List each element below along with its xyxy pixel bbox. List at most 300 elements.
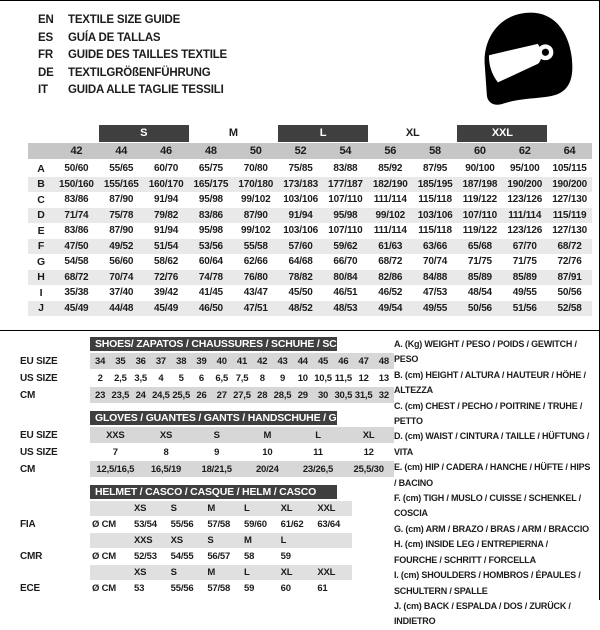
measure-value: 46/52 bbox=[378, 287, 403, 299]
cell-value: 57/58 bbox=[207, 519, 231, 530]
measure-value: 51/54 bbox=[154, 240, 179, 252]
measure-row-I bbox=[28, 285, 592, 301]
measure-row-A bbox=[28, 161, 592, 177]
measure-value: 95/98 bbox=[333, 209, 358, 221]
helmet-size-row bbox=[20, 533, 394, 548]
section-divider bbox=[0, 330, 600, 331]
table-row bbox=[20, 461, 394, 477]
footwear-accessory-tables bbox=[20, 335, 394, 630]
gloves-table-title: GLOVES / GUANTES / GANTS / HANDSCHUHE / GUANTI bbox=[90, 411, 337, 425]
helmet-size-row bbox=[20, 501, 394, 516]
helmet-icon bbox=[471, 7, 583, 111]
measure-value: 48/54 bbox=[467, 287, 492, 299]
measure-value: 74/78 bbox=[198, 271, 223, 283]
measure-row-G bbox=[28, 254, 592, 270]
row-label: CM bbox=[20, 463, 36, 475]
measure-value: 99/102 bbox=[241, 194, 271, 206]
cell-value: 8 bbox=[163, 446, 169, 458]
measure-value: 87/91 bbox=[557, 271, 582, 283]
helmet-size-header: XL bbox=[280, 503, 293, 514]
language-code: FR bbox=[38, 49, 53, 61]
size-col-header: 52 bbox=[294, 145, 307, 157]
cell-value: 43 bbox=[277, 355, 288, 367]
cell-value: 35 bbox=[115, 355, 126, 367]
cell-value: 26 bbox=[196, 389, 207, 401]
cell-value: 61 bbox=[317, 583, 328, 594]
cell-value: 47 bbox=[358, 355, 369, 367]
cell-value: 28,5 bbox=[273, 389, 292, 401]
cell-value: 29 bbox=[297, 389, 308, 401]
shoes-table-title: SHOES/ ZAPATOS / CHAUSSURES / SCHUHE / SCARPE bbox=[90, 337, 337, 351]
measure-value: 60/64 bbox=[198, 256, 223, 268]
cell-value: 38 bbox=[176, 355, 187, 367]
measure-value: 56/60 bbox=[109, 256, 134, 268]
measure-value: 45/50 bbox=[288, 287, 313, 299]
helmet-size-band bbox=[90, 565, 352, 580]
measure-value: 127/130 bbox=[552, 225, 587, 237]
size-col-header: 62 bbox=[518, 145, 531, 157]
cell-value: 27,5 bbox=[233, 389, 251, 401]
row-label: ECE bbox=[20, 583, 40, 594]
cell-value: 63/64 bbox=[317, 519, 341, 530]
helmet-size-header: L bbox=[280, 535, 287, 546]
measure-value: 52/58 bbox=[557, 302, 582, 314]
cell-value: 9 bbox=[214, 446, 220, 458]
measure-value: 127/130 bbox=[552, 194, 587, 206]
measure-value: 47/51 bbox=[243, 302, 268, 314]
measure-value: 65/75 bbox=[198, 163, 223, 175]
measure-value: 45/49 bbox=[154, 302, 179, 314]
measure-value: 55/65 bbox=[109, 163, 134, 175]
row-label: CM bbox=[20, 389, 36, 401]
cell-value: S bbox=[213, 429, 220, 441]
row-letter: I bbox=[39, 286, 43, 299]
cell-value: 7,5 bbox=[235, 372, 249, 384]
measure-value: 90/100 bbox=[465, 163, 495, 175]
helmet-size-band bbox=[90, 533, 352, 548]
cell-value: M bbox=[263, 429, 272, 441]
cell-value: 30 bbox=[317, 389, 329, 401]
measure-value: 71/74 bbox=[64, 209, 89, 221]
cell-value: 13 bbox=[378, 372, 389, 384]
size-group-header-row bbox=[28, 125, 592, 142]
table-row bbox=[20, 353, 394, 369]
measure-value: 43/47 bbox=[243, 287, 268, 299]
cell-value: 40 bbox=[216, 355, 227, 367]
shoes-table-rows bbox=[20, 353, 394, 403]
measure-value: 85/89 bbox=[467, 271, 492, 283]
row-label: CMR bbox=[20, 551, 43, 562]
measure-value: 115/118 bbox=[418, 194, 452, 206]
measure-value: 177/187 bbox=[328, 178, 363, 190]
cell-value: 27 bbox=[216, 389, 227, 401]
legend-item: F. (cm) TIGH / MUSLO / CUISSE / SCHENKEL / COSCIA bbox=[394, 493, 581, 519]
cell-value: 20/24 bbox=[255, 463, 279, 475]
cell-value: 16,5/19 bbox=[150, 463, 182, 475]
helmet-size-header: XS bbox=[170, 535, 183, 546]
measure-value: 48/52 bbox=[288, 302, 313, 314]
cell-value: 31,5 bbox=[354, 389, 373, 401]
row-values bbox=[90, 387, 394, 403]
cell-value: XL bbox=[362, 429, 375, 441]
cell-value: 23,5 bbox=[111, 389, 130, 401]
helmet-size-header: M bbox=[207, 567, 216, 578]
size-table-body bbox=[28, 161, 592, 316]
language-row bbox=[38, 12, 227, 30]
measure-value: 190/200 bbox=[552, 178, 587, 190]
row-values bbox=[90, 461, 394, 477]
measure-value: 87/90 bbox=[109, 194, 134, 206]
cell-value: 10,5 bbox=[314, 372, 332, 384]
language-row bbox=[38, 47, 227, 65]
measure-value: 51/56 bbox=[512, 302, 537, 314]
measure-value: 68/72 bbox=[64, 271, 89, 283]
measure-value: 170/180 bbox=[238, 178, 274, 190]
cell-value: 2 bbox=[97, 372, 103, 384]
helmet-size-header: XXS bbox=[134, 535, 153, 546]
measure-value: 150/160 bbox=[59, 178, 94, 190]
cell-value: 61/62 bbox=[280, 519, 304, 530]
cell-value: 44 bbox=[297, 355, 308, 367]
measure-value: 46/50 bbox=[198, 302, 223, 314]
measure-value: 68/72 bbox=[557, 240, 582, 252]
cell-value: 6,5 bbox=[215, 372, 229, 384]
helmet-size-header: M bbox=[207, 503, 216, 514]
helmet-size-header: XS bbox=[134, 503, 147, 514]
table-row bbox=[20, 427, 394, 443]
measure-value: 47/50 bbox=[64, 240, 89, 252]
row-letter: H bbox=[37, 271, 45, 284]
cell-value: 34 bbox=[95, 355, 106, 367]
row-label: US SIZE bbox=[20, 372, 58, 384]
measure-value: 83/86 bbox=[64, 194, 89, 206]
size-header-row bbox=[28, 143, 592, 159]
unit-label: Ø CM bbox=[92, 551, 117, 562]
measure-value: 79/82 bbox=[154, 209, 179, 221]
measure-value: 103/106 bbox=[283, 194, 318, 206]
legend-item: H. (cm) INSIDE LEG / ENTREPIERNA / FOURCHE / SCHRITT / FORCELLA bbox=[394, 539, 548, 565]
cell-value: 56/57 bbox=[207, 551, 231, 562]
table-row bbox=[20, 444, 394, 460]
measure-value: 87/90 bbox=[109, 225, 134, 237]
measure-value: 70/80 bbox=[243, 163, 268, 175]
cell-value: 45 bbox=[317, 355, 329, 367]
measure-value: 75/78 bbox=[109, 209, 134, 221]
helmet-size-header: XXL bbox=[317, 503, 336, 514]
legend-item: I. (cm) SHOULDERS / HOMBROS / ÉPAULES / SCHULTERN / SPALLE bbox=[394, 570, 581, 596]
measure-value: 87/90 bbox=[243, 209, 268, 221]
language-code: EN bbox=[38, 14, 54, 26]
cell-value: 30,5 bbox=[334, 389, 353, 401]
cell-value: 25,5/30 bbox=[353, 463, 384, 475]
measure-value: 72/76 bbox=[154, 271, 179, 283]
cell-value: 12 bbox=[363, 446, 374, 458]
cell-value: 7 bbox=[112, 446, 118, 458]
row-letter: B bbox=[37, 178, 45, 191]
measure-value: 115/119 bbox=[552, 209, 587, 221]
cell-value: 41 bbox=[236, 355, 248, 367]
measure-value: 190/200 bbox=[507, 178, 543, 190]
row-values bbox=[90, 427, 394, 443]
helmet-table-rows bbox=[20, 501, 394, 596]
measure-value: 160/170 bbox=[148, 178, 184, 190]
textile-size-table bbox=[28, 125, 592, 316]
size-group-L: L bbox=[278, 125, 368, 142]
cell-value: 25,5 bbox=[172, 389, 191, 401]
measure-value: 173/183 bbox=[283, 178, 318, 190]
measure-value: 103/106 bbox=[283, 225, 318, 237]
cell-value: 42 bbox=[257, 355, 268, 367]
measure-value: 39/42 bbox=[154, 287, 179, 299]
language-row bbox=[38, 82, 227, 100]
helmet-size-header: XXL bbox=[317, 567, 336, 578]
cell-value: 55/56 bbox=[170, 583, 194, 594]
measure-value: 70/74 bbox=[423, 256, 448, 268]
measure-value: 85/92 bbox=[378, 163, 403, 175]
size-col-header: 58 bbox=[429, 145, 441, 157]
size-col-header: 42 bbox=[70, 145, 83, 157]
measure-value: 46/51 bbox=[333, 287, 358, 299]
gloves-table-rows bbox=[20, 427, 394, 477]
measure-value: 67/70 bbox=[512, 240, 537, 252]
measure-value: 105/115 bbox=[552, 163, 587, 175]
measure-value: 45/49 bbox=[64, 302, 89, 314]
measure-value: 55/58 bbox=[243, 240, 268, 252]
cell-value: 46 bbox=[338, 355, 349, 367]
helmet-size-header: L bbox=[244, 567, 250, 578]
measure-value: 49/55 bbox=[423, 302, 448, 314]
cell-value: XS bbox=[159, 429, 173, 441]
cell-value: 28 bbox=[257, 389, 268, 401]
language-row bbox=[38, 30, 227, 48]
measurement-legend bbox=[394, 335, 592, 630]
cell-value: 39 bbox=[196, 355, 207, 367]
measure-row-J bbox=[28, 301, 592, 317]
helmet-size-row bbox=[20, 565, 394, 580]
cell-value: 36 bbox=[135, 355, 146, 367]
cell-value: 23 bbox=[95, 389, 106, 401]
measure-value: 91/94 bbox=[154, 194, 179, 206]
measure-value: 80/84 bbox=[333, 271, 358, 283]
measure-value: 107/110 bbox=[328, 225, 363, 237]
language-code: ES bbox=[38, 31, 53, 44]
cell-value: 59/60 bbox=[244, 519, 267, 530]
legend-item: G. (cm) ARM / BRAZO / BRAS / ARM / BRACCIO bbox=[394, 523, 589, 534]
measure-value: 115/118 bbox=[418, 225, 452, 237]
row-values bbox=[90, 517, 352, 532]
measure-value: 87/95 bbox=[423, 163, 448, 175]
measure-value: 155/165 bbox=[103, 178, 139, 190]
helmet-size-header: S bbox=[207, 535, 214, 546]
measure-value: 123/126 bbox=[507, 194, 543, 206]
size-col-header: 64 bbox=[563, 145, 576, 157]
cell-value: 3,5 bbox=[134, 372, 147, 384]
measure-value: 95/100 bbox=[510, 163, 540, 175]
size-group-M: M bbox=[228, 127, 238, 139]
measure-value: 50/60 bbox=[64, 163, 89, 175]
helmet-value-row bbox=[20, 581, 394, 596]
row-letter: D bbox=[37, 209, 45, 222]
helmet-value-row bbox=[20, 549, 394, 564]
measure-value: 182/190 bbox=[372, 178, 408, 190]
measure-value: 76/80 bbox=[243, 271, 268, 283]
legend-item: D. (cm) WAIST / CINTURA / TAILLE / HÜFTUNG / VITA bbox=[394, 431, 590, 457]
size-col-header: 44 bbox=[115, 145, 128, 157]
cell-value: 53/54 bbox=[134, 519, 157, 530]
legend-item: A. (Kg) WEIGHT / PESO / POIDS / GEWITCH / PESO bbox=[394, 339, 577, 365]
cell-value: XXS bbox=[106, 429, 125, 441]
measure-value: 91/94 bbox=[288, 209, 313, 221]
measure-value: 71/75 bbox=[467, 256, 492, 268]
cell-value: 32 bbox=[378, 389, 389, 401]
measure-value: 123/126 bbox=[507, 225, 543, 237]
row-label: FIA bbox=[20, 519, 36, 530]
helmet-size-header: S bbox=[170, 567, 177, 578]
row-letter: J bbox=[38, 302, 44, 315]
measure-value: 75/85 bbox=[288, 163, 313, 175]
measure-value: 50/56 bbox=[557, 287, 582, 299]
cell-value: 23/26,5 bbox=[302, 463, 334, 475]
measure-value: 72/76 bbox=[557, 256, 582, 268]
legend-item: C. (cm) CHEST / PECHO / POITRINE / TRUHE / PETTO bbox=[394, 400, 583, 427]
measure-value: 107/110 bbox=[328, 194, 363, 206]
legend-item: B. (cm) HEIGHT / ALTURA / HAUTEUR / HÖHE / ALTEZZA bbox=[394, 369, 586, 396]
cell-value: 53 bbox=[134, 583, 145, 594]
measure-value: 48/53 bbox=[333, 302, 358, 314]
measure-value: 165/175 bbox=[193, 178, 229, 190]
measure-value: 82/86 bbox=[378, 271, 403, 283]
table-row bbox=[20, 387, 394, 403]
size-col-header: 48 bbox=[204, 145, 217, 157]
shoes-table bbox=[20, 337, 394, 403]
cell-value: 9 bbox=[279, 372, 286, 384]
cell-value: 24,5 bbox=[152, 389, 170, 401]
table-row bbox=[20, 370, 394, 386]
measure-value: 63/66 bbox=[423, 240, 448, 252]
helmet-size-header: S bbox=[170, 503, 177, 514]
cell-value: 59 bbox=[280, 551, 291, 562]
cell-value: 10 bbox=[297, 372, 308, 384]
measure-value: 99/102 bbox=[241, 225, 271, 237]
cell-value: 58 bbox=[244, 551, 255, 562]
size-col-header: 50 bbox=[249, 145, 262, 157]
cell-value: 52/53 bbox=[134, 551, 157, 562]
cell-value: 55/56 bbox=[170, 519, 194, 530]
cell-value: 4 bbox=[158, 372, 164, 384]
language-label: TEXTILE SIZE GUIDE bbox=[68, 14, 181, 26]
measure-value: 49/54 bbox=[378, 302, 403, 314]
row-values bbox=[90, 444, 394, 460]
measure-value: 107/110 bbox=[462, 209, 497, 221]
row-letter: A bbox=[37, 162, 45, 175]
helmet-table bbox=[20, 485, 394, 596]
size-group-S: S bbox=[99, 125, 189, 142]
measure-value: 111/114 bbox=[508, 209, 542, 221]
helmet-size-header: XS bbox=[134, 567, 147, 578]
measure-row-D bbox=[28, 208, 592, 224]
cell-value: L bbox=[315, 429, 321, 441]
measure-value: 83/86 bbox=[198, 209, 223, 221]
measure-value: 119/122 bbox=[462, 225, 497, 237]
cell-value: 37 bbox=[155, 355, 167, 367]
cell-value: 12 bbox=[358, 372, 369, 384]
measure-value: 95/98 bbox=[198, 194, 223, 206]
cell-value: 5 bbox=[178, 372, 184, 384]
cell-value: 48 bbox=[378, 355, 389, 367]
row-values bbox=[90, 581, 352, 596]
size-col-header: 54 bbox=[339, 145, 352, 157]
measure-value: 68/72 bbox=[378, 256, 403, 268]
measure-value: 84/88 bbox=[423, 271, 448, 283]
measure-row-E bbox=[28, 223, 592, 239]
measure-value: 111/114 bbox=[373, 225, 407, 237]
measure-value: 65/68 bbox=[467, 240, 492, 252]
size-col-header: 56 bbox=[384, 145, 397, 157]
row-label: EU SIZE bbox=[20, 355, 58, 367]
measure-value: 70/74 bbox=[109, 271, 134, 283]
cell-value: 24 bbox=[135, 389, 146, 401]
legend-item: E. (cm) HIP / CADERA / HANCHE / HÜFTE / HIPS / BACINO bbox=[394, 462, 591, 488]
helmet-size-band bbox=[90, 501, 352, 516]
language-label: TEXTILGRÖßENFÜHRUNG bbox=[68, 66, 211, 79]
row-letter: C bbox=[37, 193, 45, 206]
measure-value: 71/75 bbox=[512, 256, 537, 268]
unit-label: Ø CM bbox=[92, 583, 117, 594]
measure-value: 58/62 bbox=[154, 256, 179, 268]
measure-row-F bbox=[28, 239, 592, 255]
helmet-size-header: M bbox=[244, 535, 252, 546]
cell-value: 59 bbox=[244, 583, 255, 594]
row-letter: G bbox=[37, 255, 45, 268]
size-group-XL: XL bbox=[405, 127, 420, 139]
cell-value: 60 bbox=[280, 583, 291, 594]
measure-value: 35/38 bbox=[64, 287, 89, 299]
measure-value: 66/70 bbox=[333, 256, 358, 268]
language-code: DE bbox=[38, 66, 54, 79]
measure-value: 53/56 bbox=[198, 240, 223, 252]
cell-value: 18/21,5 bbox=[201, 463, 232, 475]
row-letter: F bbox=[37, 240, 45, 253]
measure-value: 59/62 bbox=[333, 240, 358, 252]
measure-value: 62/66 bbox=[243, 256, 268, 268]
size-col-header: 46 bbox=[160, 145, 172, 157]
measure-value: 60/70 bbox=[154, 163, 179, 175]
measure-value: 111/114 bbox=[373, 194, 407, 206]
row-letter: E bbox=[37, 224, 45, 237]
measure-value: 119/122 bbox=[462, 194, 497, 206]
measure-row-B bbox=[28, 177, 592, 193]
measure-value: 37/40 bbox=[109, 287, 134, 299]
cell-value: 12,5/16,5 bbox=[96, 463, 135, 475]
language-list bbox=[38, 12, 227, 100]
cell-value: 8 bbox=[259, 372, 265, 384]
row-values bbox=[90, 549, 352, 564]
cell-value: 11,5 bbox=[334, 372, 352, 384]
helmet-value-row bbox=[20, 517, 394, 532]
measure-row-C bbox=[28, 192, 592, 208]
measure-value: 54/58 bbox=[64, 256, 89, 268]
language-code: IT bbox=[38, 84, 48, 96]
cell-value: 57/58 bbox=[207, 583, 231, 594]
helmet-size-header: XL bbox=[280, 567, 293, 578]
measure-value: 49/55 bbox=[512, 287, 537, 299]
language-label: GUIDE DES TAILLES TEXTILE bbox=[68, 49, 227, 61]
measure-value: 47/53 bbox=[423, 287, 448, 299]
cell-value: 10 bbox=[262, 446, 273, 458]
measure-value: 187/198 bbox=[462, 178, 498, 190]
cell-value: 2,5 bbox=[114, 372, 127, 384]
row-values bbox=[90, 353, 394, 369]
